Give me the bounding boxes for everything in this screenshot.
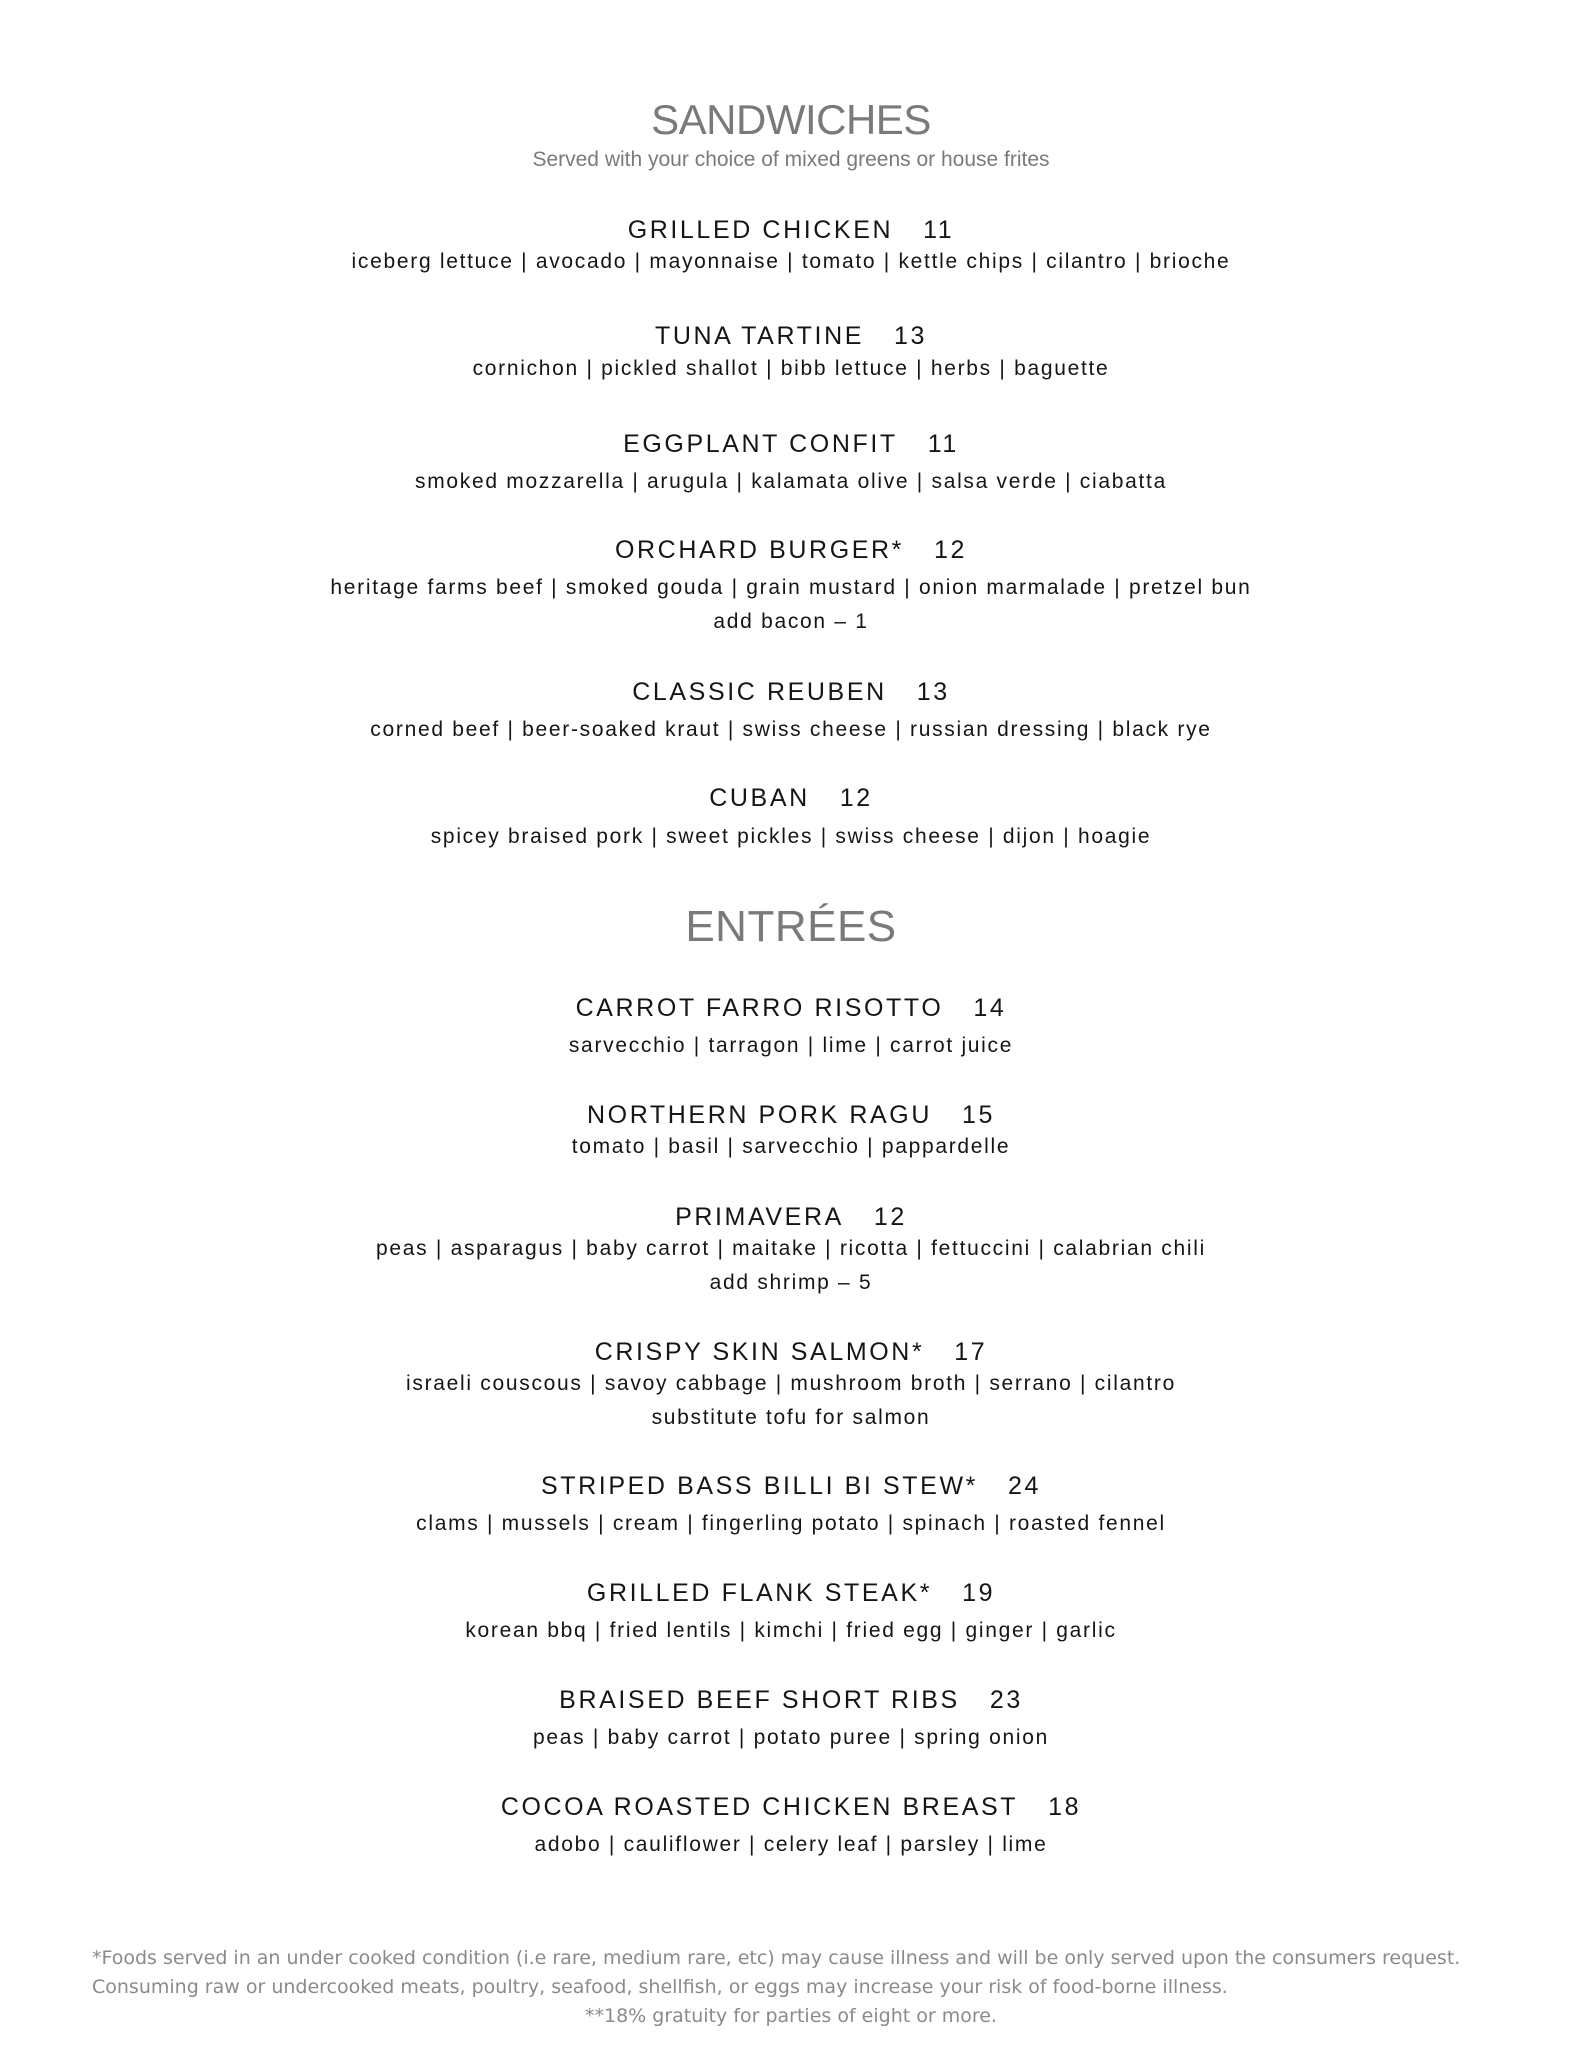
item-price: 15: [961, 1101, 995, 1129]
item-price: 17: [954, 1338, 988, 1366]
item-description: israeli couscous | savoy cabbage | mushroom broth | serrano | cilantro: [406, 1372, 1176, 1395]
item-description: spicey braised pork | sweet pickles | swiss cheese | dijon | hoagie: [430, 825, 1152, 848]
item-price: 18: [1048, 1793, 1082, 1821]
item-price: 19: [962, 1579, 996, 1607]
item-description: cornichon | pickled shallot | bibb lettuce | herbs | baguette: [472, 357, 1110, 380]
item-description: sarvecchio | tarragon | lime | carrot juice: [568, 1034, 1014, 1057]
item-name: CRISPY SKIN SALMON*: [594, 1338, 925, 1366]
sandwiches-subheading: Served with your choice of mixed greens or house frites: [532, 148, 1050, 171]
item-price: 13: [916, 678, 950, 706]
item-name: CLASSIC REUBEN: [632, 678, 887, 706]
item-addon: substitute tofu for salmon: [651, 1406, 931, 1429]
item-addon: add bacon – 1: [713, 610, 869, 633]
item-price: 11: [927, 430, 959, 458]
item-description: peas | asparagus | baby carrot | maitake | ricotta | fettuccini | calabrian chili: [376, 1237, 1206, 1260]
footer-disclaimer-line2: Consuming raw or undercooked meats, poultry, seafood, shellfish, or eggs may increase your risk of food-borne illness.: [92, 1976, 1228, 1998]
item-title: [0, 1579, 1582, 1608]
item-name: GRILLED FLANK STEAK*: [586, 1579, 933, 1607]
item-price: 11: [923, 216, 955, 244]
item-name: CUBAN: [709, 784, 810, 812]
item-price: 24: [1007, 1472, 1041, 1500]
item-description: peas | baby carrot | potato puree | spring onion: [533, 1726, 1049, 1749]
item-name: STRIPED BASS BILLI BI STEW*: [541, 1472, 978, 1500]
item-title: [0, 1203, 1582, 1232]
item-price: 23: [989, 1686, 1023, 1714]
item-price: 12: [934, 536, 968, 564]
item-title: [0, 216, 1582, 245]
item-description: iceberg lettuce | avocado | mayonnaise | tomato | kettle chips | cilantro | brioche: [351, 250, 1231, 273]
item-description: tomato | basil | sarvecchio | pappardelle: [571, 1135, 1011, 1158]
item-name: PRIMAVERA: [675, 1203, 844, 1231]
item-price: 13: [894, 322, 928, 350]
entrees-heading: ENTRÉES: [685, 902, 897, 951]
item-title: [0, 1472, 1582, 1501]
item-description: korean bbq | fried lentils | kimchi | fried egg | ginger | garlic: [465, 1619, 1117, 1642]
item-title: [0, 1686, 1582, 1715]
item-name: CARROT FARRO RISOTTO: [575, 994, 944, 1022]
item-description: adobo | cauliflower | celery leaf | parsley | lime: [534, 1833, 1048, 1856]
item-name: NORTHERN PORK RAGU: [587, 1101, 932, 1129]
item-name: TUNA TARTINE: [654, 322, 864, 350]
item-title: [0, 1793, 1582, 1822]
item-price: 14: [973, 994, 1007, 1022]
item-name: EGGPLANT CONFIT: [623, 430, 898, 458]
item-price: 12: [873, 1203, 907, 1231]
item-title: [0, 994, 1582, 1023]
item-price: 12: [839, 784, 873, 812]
item-description: heritage farms beef | smoked gouda | grain mustard | onion marmalade | pretzel bun: [330, 576, 1252, 599]
item-title: [0, 536, 1582, 565]
footer-disclaimer-line1: *Foods served in an under cooked condition (i.e rare, medium rare, etc) may cause illness and will be only served upon the consumers request.: [92, 1947, 1461, 1969]
item-name: BRAISED BEEF SHORT RIBS: [559, 1686, 960, 1714]
item-title: [0, 1101, 1582, 1130]
item-name: COCOA ROASTED CHICKEN BREAST: [500, 1793, 1019, 1821]
item-title: [0, 430, 1582, 459]
item-title: [0, 784, 1582, 813]
item-title: [0, 322, 1582, 351]
item-name: GRILLED CHICKEN: [627, 216, 894, 244]
item-description: smoked mozzarella | arugula | kalamata olive | salsa verde | ciabatta: [415, 470, 1167, 493]
item-description: clams | mussels | cream | fingerling potato | spinach | roasted fennel: [416, 1512, 1166, 1535]
sandwiches-heading: SANDWICHES: [651, 96, 931, 143]
item-addon: add shrimp – 5: [709, 1271, 873, 1294]
item-title: [0, 678, 1582, 707]
item-description: corned beef | beer-soaked kraut | swiss cheese | russian dressing | black rye: [370, 718, 1212, 741]
footer-gratuity-note: **18% gratuity for parties of eight or more.: [585, 2005, 997, 2027]
item-title: [0, 1338, 1582, 1367]
item-name: ORCHARD BURGER*: [614, 536, 904, 564]
